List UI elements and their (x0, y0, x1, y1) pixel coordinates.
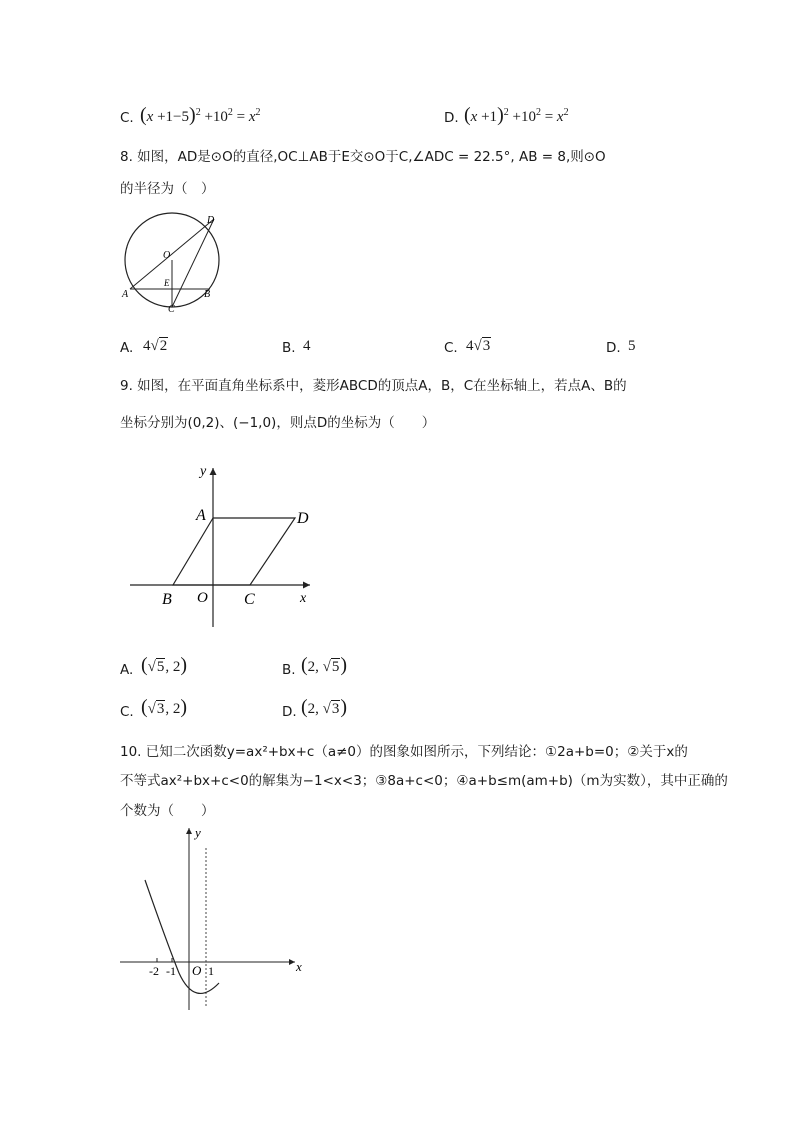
q7-option-d-expr: $(x +1)^2 +10^2 = x^2$ (464, 104, 569, 126)
q9-option-d-label: D. (282, 704, 297, 720)
q8-option-c-label: C. (444, 340, 458, 356)
q9-label-y: y (200, 464, 207, 479)
q9-option-a-value: (√5, 2) (141, 654, 188, 676)
q8-question-line-1: 8. 如图，AD是⊙O的直径,OC⊥AB于E交⊙O于C,∠ADC = 22.5°, AB = 8,则⊙O (120, 149, 606, 165)
q9-label-b: B (162, 591, 172, 608)
q8-label-e: E (164, 278, 170, 288)
q10-parabola-figure (115, 823, 315, 1018)
q10-label-1: 1 (208, 964, 214, 978)
q8-question-line-2: 的半径为（ ） (120, 181, 215, 197)
q8-circle-figure (120, 205, 230, 315)
q8-label-b: B (204, 289, 211, 300)
q10-question-line-2: 不等式ax²+bx+c<0的解集为−1<x<3；③8a+c<0；④a+b≤m(am+b)（m为实数），其中正确的 (120, 773, 728, 789)
q8-option-b-value: 4 (303, 338, 311, 354)
q7-option-c-label: C. (120, 110, 134, 126)
q9-label-o: O (197, 590, 208, 606)
q10-label-minus-1: -1 (166, 964, 176, 978)
q8-label-a: A (122, 289, 129, 300)
q10-label-minus-2: -2 (149, 964, 159, 978)
q9-option-c-label: C. (120, 704, 134, 720)
q9-option-d-value: (2, √3) (301, 696, 348, 718)
q9-label-d: D (297, 510, 309, 527)
q10-label-o: O (192, 963, 202, 978)
q9-rhombus-figure (125, 460, 325, 630)
q7-option-c-expr: $(x +1-5)^2 +10^2 = x^2$ (140, 104, 261, 126)
q8-label-o: O (163, 250, 171, 261)
q9-option-a-label: A. (120, 662, 134, 678)
q7-option-d-label: D. (444, 110, 459, 126)
q10-label-y: y (195, 825, 201, 840)
q10-question-line-3: 个数为（ ） (120, 803, 215, 819)
q10-question-line-1: 10. 已知二次函数y=ax²+bx+c（a≠0）的图象如图所示，下列结论：①2a+b=0；②关于x的 (120, 744, 688, 760)
q9-label-x: x (300, 591, 307, 606)
q8-option-d-value: 5 (628, 338, 636, 354)
q9-option-c-value: (√3, 2) (141, 696, 188, 718)
q8-label-c: C (168, 304, 175, 315)
q9-label-a: A (196, 507, 206, 524)
q8-option-d-label: D. (606, 340, 621, 356)
q9-option-b-value: (2, √5) (301, 654, 348, 676)
q9-option-b-label: B. (282, 662, 296, 678)
q9-question-line-1: 9. 如图，在平面直角坐标系中，菱形ABCD的顶点A，B，C在坐标轴上，若点A、B的 (120, 378, 627, 394)
q10-label-x: x (296, 959, 302, 974)
q8-option-a-value: 4√2 (143, 338, 168, 354)
q9-question-line-2: 坐标分别为(0,2)、(−1,0)，则点D的坐标为（ ） (120, 415, 436, 431)
q8-option-a-label: A. (120, 340, 134, 356)
q8-option-c-value: 4√3 (466, 338, 491, 354)
q9-label-c: C (244, 591, 255, 608)
q8-label-d: D (207, 215, 215, 226)
q8-option-b-label: B. (282, 340, 296, 356)
